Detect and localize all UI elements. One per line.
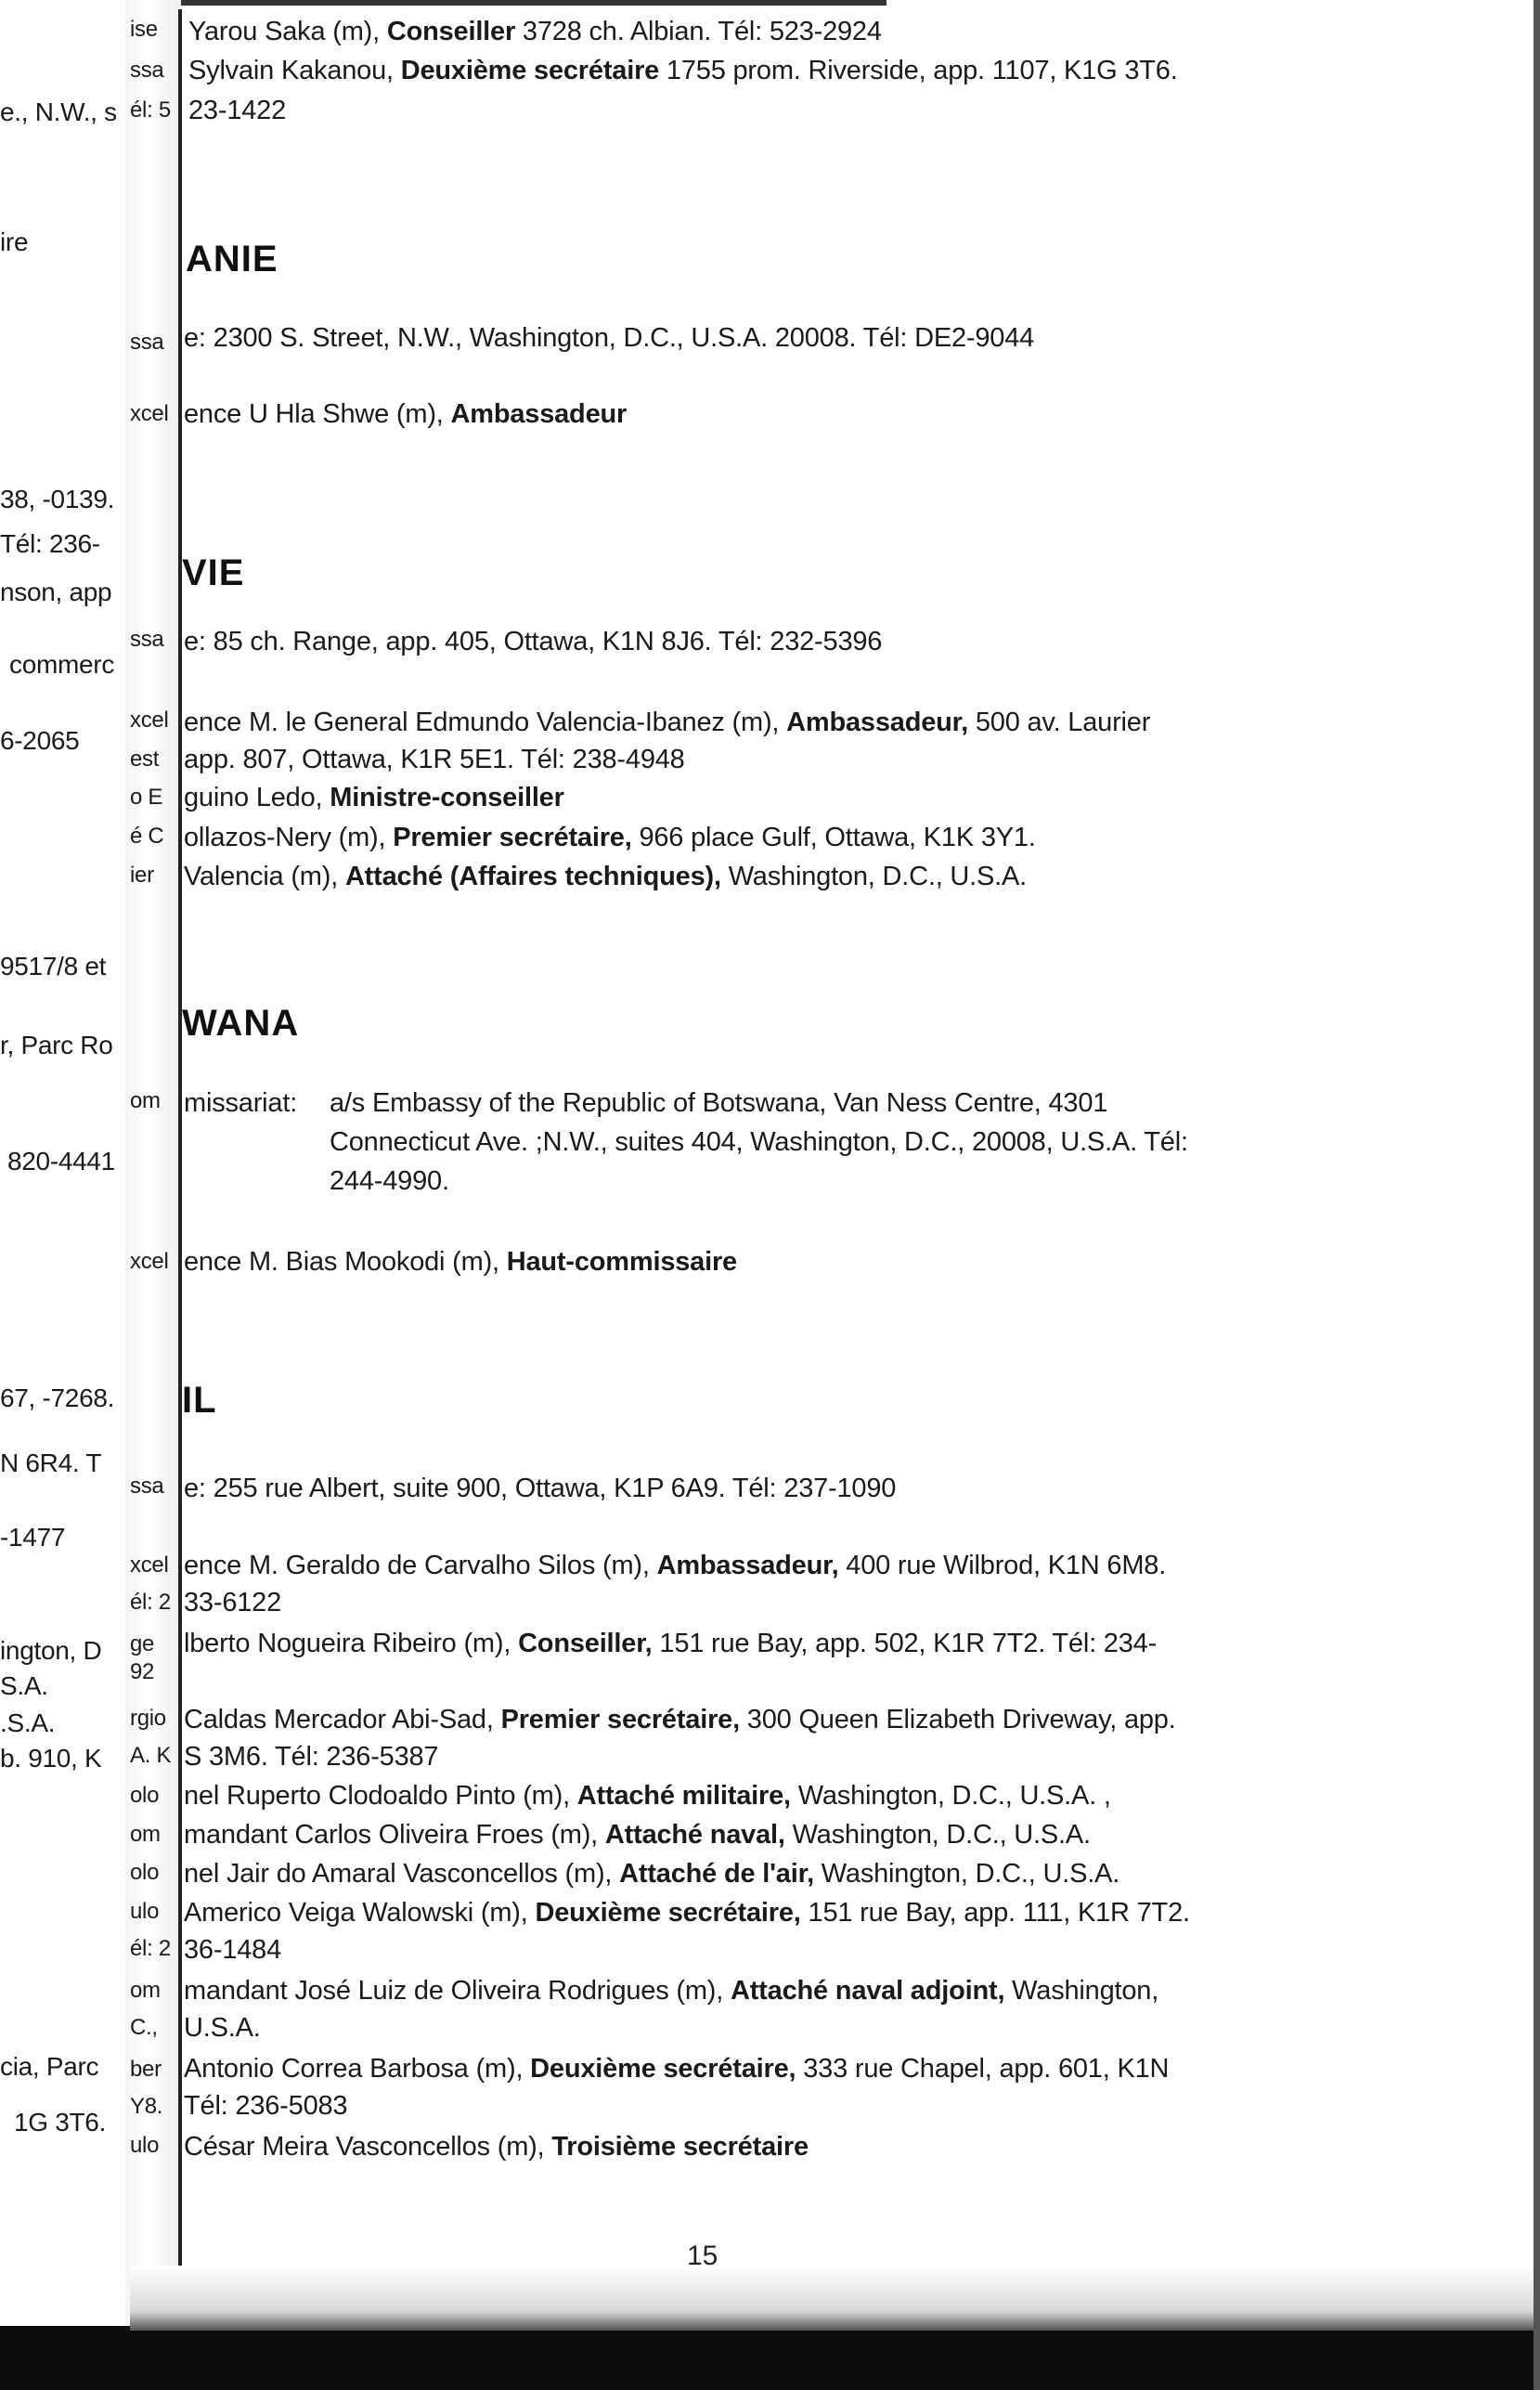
section-heading: ANIE bbox=[186, 239, 278, 279]
gutter-text: ber bbox=[130, 2057, 162, 2082]
directory-entry: mandant Carlos Oliveira Froes (m), Attaché naval, Washington, D.C., U.S.A. bbox=[184, 1820, 1091, 1850]
directory-entry: Caldas Mercador Abi-Sad, Premier secrétaire, 300 Queen Elizabeth Driveway, app. bbox=[184, 1705, 1176, 1734]
gutter-text: C., bbox=[130, 2015, 158, 2040]
left-margin-text: 67, -7268. bbox=[0, 1383, 115, 1412]
left-margin-text: r, Parc Ro bbox=[0, 1031, 113, 1059]
directory-entry: Yarou Saka (m), Conseiller 3728 ch. Albian. Tél: 523-2924 bbox=[188, 17, 882, 46]
gutter-text: om bbox=[130, 1088, 161, 1113]
directory-entry: ollazos-Nery (m), Premier secrétaire, 966 place Gulf, Ottawa, K1K 3Y1. bbox=[184, 823, 1036, 852]
commission-address: a/s Embassy of the Republic of Botswana, Van Ness Centre, 4301 bbox=[330, 1088, 1108, 1118]
left-margin-text: b. 910, K bbox=[0, 1744, 102, 1773]
gutter-text: él: 2 bbox=[130, 1590, 171, 1615]
directory-entry: mandant José Luiz de Oliveira Rodrigues (m), Attaché naval adjoint, Washington, bbox=[184, 1976, 1159, 2006]
left-margin-text: e., N.W., s bbox=[0, 97, 117, 126]
directory-entry: 36-1484 bbox=[184, 1935, 282, 1965]
gutter-text: ssa bbox=[130, 1474, 164, 1499]
directory-entry: nel Jair do Amaral Vasconcellos (m), Attaché de l'air, Washington, D.C., U.S.A. bbox=[184, 1859, 1120, 1889]
left-margin-text: 38, -0139. bbox=[0, 485, 115, 513]
gutter-text: ulo bbox=[130, 2133, 160, 2158]
embassy-address: e: 255 rue Albert, suite 900, Ottawa, K1P 6A9. Tél: 237-1090 bbox=[184, 1474, 897, 1503]
gutter-text: olo bbox=[130, 1860, 160, 1885]
left-margin-text: N 6R4. T bbox=[0, 1448, 102, 1477]
left-margin-text: 1G 3T6. bbox=[14, 2108, 107, 2137]
bottom-page-curl bbox=[130, 2266, 1540, 2331]
left-margin-text: cia, Parc bbox=[0, 2052, 99, 2081]
gutter-text: Y8. bbox=[130, 2094, 163, 2119]
directory-entry: S 3M6. Tél: 236-5387 bbox=[184, 1742, 439, 1772]
gutter-text: xcel bbox=[130, 708, 169, 733]
left-margin-text: .S.A. bbox=[0, 1708, 56, 1737]
gutter-text: ulo bbox=[130, 1899, 160, 1924]
left-margin-text: nson, app bbox=[0, 578, 112, 606]
gutter-text: ge bbox=[130, 1631, 155, 1656]
commission-label: missariat: bbox=[184, 1088, 298, 1118]
embassy-address: e: 2300 S. Street, N.W., Washington, D.C., U.S.A. 20008. Tél: DE2-9044 bbox=[184, 323, 1035, 353]
gutter-text: xcel bbox=[130, 1249, 169, 1274]
gutter-text: ise bbox=[130, 17, 158, 42]
directory-entry: ence M. le General Edmundo Valencia-Ibanez (m), Ambassadeur, 500 av. Laurier bbox=[184, 708, 1151, 737]
section-heading: WANA bbox=[182, 1003, 300, 1044]
directory-entry: 33-6122 bbox=[184, 1588, 282, 1617]
page-number: 15 bbox=[687, 2241, 718, 2271]
bottom-band bbox=[0, 2326, 1540, 2390]
left-margin-text: S.A. bbox=[0, 1671, 48, 1700]
directory-entry: Valencia (m), Attaché (Affaires techniques), Washington, D.C., U.S.A. bbox=[184, 862, 1028, 891]
gutter-text: 92 bbox=[130, 1659, 155, 1684]
directory-entry: lberto Nogueira Ribeiro (m), Conseiller, 151 rue Bay, app. 502, K1R 7T2. Tél: 234- bbox=[184, 1629, 1158, 1658]
directory-entry: ence U Hla Shwe (m), Ambassadeur bbox=[184, 399, 628, 429]
gutter-text: xcel bbox=[130, 1552, 169, 1578]
gutter-text: est bbox=[130, 747, 160, 772]
left-margin-text: 820-4441 bbox=[7, 1147, 115, 1176]
gutter-text: ssa bbox=[130, 330, 164, 355]
directory-entry: 23-1422 bbox=[188, 96, 287, 125]
gutter-text: A. K bbox=[130, 1743, 172, 1768]
gutter-text: ssa bbox=[130, 58, 164, 83]
commission-address: 244-4990. bbox=[330, 1166, 449, 1196]
commission-address: Connecticut Ave. ;N.W., suites 404, Washington, D.C., 20008, U.S.A. Tél: bbox=[330, 1127, 1188, 1157]
gutter-text: él: 5 bbox=[130, 97, 171, 123]
directory-entry: ence M. Bias Mookodi (m), Haut-commissaire bbox=[184, 1247, 737, 1277]
left-margin-text: ire bbox=[0, 227, 29, 256]
directory-entry: César Meira Vasconcellos (m), Troisième secrétaire bbox=[184, 2132, 809, 2162]
gutter-text: om bbox=[130, 1822, 161, 1847]
directory-entry: nel Ruperto Clodoaldo Pinto (m), Attaché militaire, Washington, D.C., U.S.A. , bbox=[184, 1781, 1111, 1811]
embassy-address: e: 85 ch. Range, app. 405, Ottawa, K1N 8J6. Tél: 232-5396 bbox=[184, 627, 883, 656]
gutter-text: rgio bbox=[130, 1706, 166, 1731]
directory-entry: guino Ledo, Ministre-conseiller bbox=[184, 783, 564, 812]
gutter-text: é C bbox=[130, 824, 164, 849]
gutter-text: o E bbox=[130, 785, 163, 810]
left-margin-text: -1477 bbox=[0, 1523, 66, 1552]
gutter-text: xcel bbox=[130, 401, 169, 426]
right-edge bbox=[1534, 0, 1540, 2390]
directory-entry: Sylvain Kakanou, Deuxième secrétaire 1755 prom. Riverside, app. 1107, K1G 3T6. bbox=[188, 56, 1178, 85]
left-margin-text: 9517/8 et bbox=[0, 952, 107, 981]
gutter-text: ssa bbox=[130, 627, 164, 652]
section-heading: IL bbox=[182, 1380, 217, 1421]
directory-entry: ence M. Geraldo de Carvalho Silos (m), Ambassadeur, 400 rue Wilbrod, K1N 6M8. bbox=[184, 1551, 1167, 1580]
directory-entry: U.S.A. bbox=[184, 2013, 261, 2043]
section-heading: VIE bbox=[182, 552, 245, 593]
left-margin-text: ington, D bbox=[0, 1636, 102, 1665]
gutter-text: él: 2 bbox=[130, 1936, 171, 1961]
gutter-text: olo bbox=[130, 1783, 160, 1808]
directory-entry: Americo Veiga Walowski (m), Deuxième secrétaire, 151 rue Bay, app. 111, K1R 7T2. bbox=[184, 1898, 1190, 1928]
top-rule bbox=[181, 0, 886, 6]
gutter-rule bbox=[178, 9, 182, 2293]
directory-entry: Tél: 236-5083 bbox=[184, 2091, 348, 2121]
gutter-text: om bbox=[130, 1978, 161, 2003]
directory-entry: Antonio Correa Barbosa (m), Deuxième secrétaire, 333 rue Chapel, app. 601, K1N bbox=[184, 2054, 1170, 2084]
left-margin-text: 6-2065 bbox=[0, 726, 80, 755]
gutter-text: ier bbox=[130, 863, 154, 888]
left-margin-text: commerc bbox=[9, 650, 115, 679]
left-margin-text: Tél: 236- bbox=[0, 529, 100, 558]
directory-entry: app. 807, Ottawa, K1R 5E1. Tél: 238-4948 bbox=[184, 745, 685, 774]
